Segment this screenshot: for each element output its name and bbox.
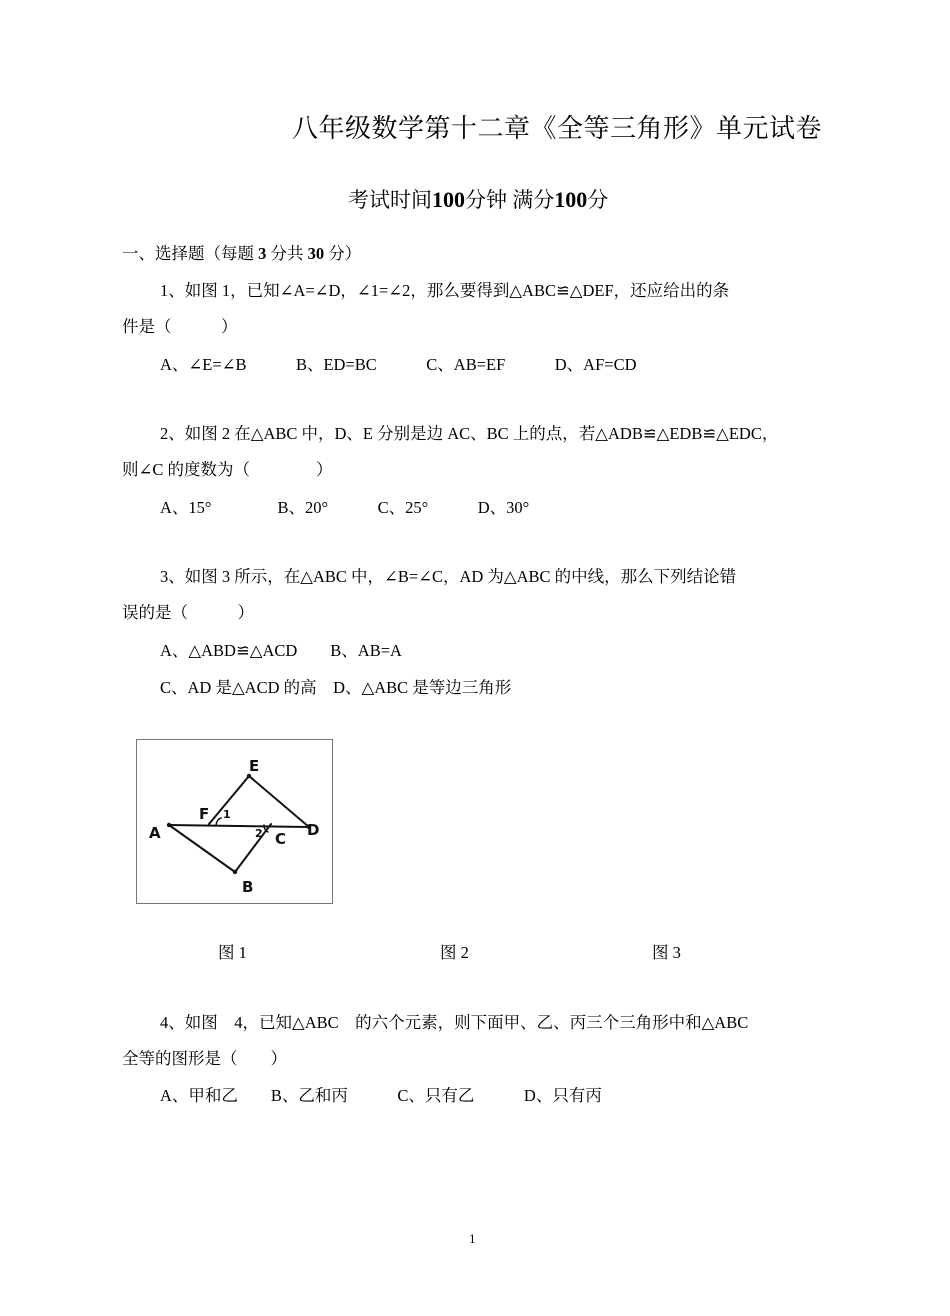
figure-2-caption: 图 2 [440,943,469,962]
exam-time-prefix: 考试时间 [348,188,432,212]
question-3-line-2: 误的是（ ） [122,603,254,622]
figure-1-caption: 图 1 [218,943,247,962]
exam-time-value: 100 [432,187,465,212]
label-angle-2: 2 [255,827,263,840]
label-c: C [275,830,287,848]
question-3-options-1: A、△ABD≌△ACD B、AB=A [160,641,402,660]
figure-1-diagram [137,740,332,903]
section-heading: 一、选择题（每题 3 分共 30 分） [122,244,362,263]
label-b: B [242,878,254,896]
figure-1 [136,739,333,904]
label-e: E [249,757,260,775]
question-4-line-2: 全等的图形是（ ） [122,1049,287,1068]
point-b [233,870,237,874]
label-d: D [307,821,320,839]
full-score-suffix: 分 [587,188,609,212]
segment-ab [169,825,235,872]
question-4-line-1: 4、如图 4，已知△ABC 的六个元素，则下面甲、乙、丙三个三角形中和△ABC [160,1013,749,1032]
figure-3-caption: 图 3 [652,943,681,962]
segment-ed [249,776,309,827]
question-2-options: A、15° B、20° C、25° D、30° [160,498,530,517]
exam-info [348,184,608,214]
question-2-line-2: 则∠C 的度数为（ ） [122,460,333,479]
document-title: 八年级数学第十二章《全等三角形》单元试卷 [292,114,823,143]
label-angle-1: 1 [223,808,231,821]
full-score-value: 100 [554,187,588,212]
question-1-line-2: 件是（ ） [122,317,238,336]
page-number: 1 [469,1231,476,1246]
question-4-options: A、甲和乙 B、乙和丙 C、只有乙 D、只有丙 [160,1086,602,1105]
angle-1-arc [216,818,221,825]
label-a: A [149,824,161,842]
label-f: F [199,805,210,823]
exam-time-middle: 分钟 满分 [465,188,555,212]
segment-ad [169,825,309,827]
question-3-options-2: C、AD 是△ACD 的高 D、△ABC 是等边三角形 [160,678,512,697]
question-2-line-1: 2、如图 2 在△ABC 中，D、E 分别是边 AC、BC 上的点，若△ADB≌△EDB≌△EDC， [160,424,779,443]
question-1-line-1: 1、如图 1，已知∠A=∠D，∠1=∠2，那么要得到△ABC≌△DEF，还应给出的条 [160,281,730,300]
point-a [167,823,171,827]
question-3-line-1: 3、如图 3 所示，在△ABC 中，∠B=∠C，AD 为△ABC 的中线，那么下列结论错 [160,567,737,586]
question-1-options: A、∠E=∠B B、ED=BC C、AB=EF D、AF=CD [160,355,637,374]
